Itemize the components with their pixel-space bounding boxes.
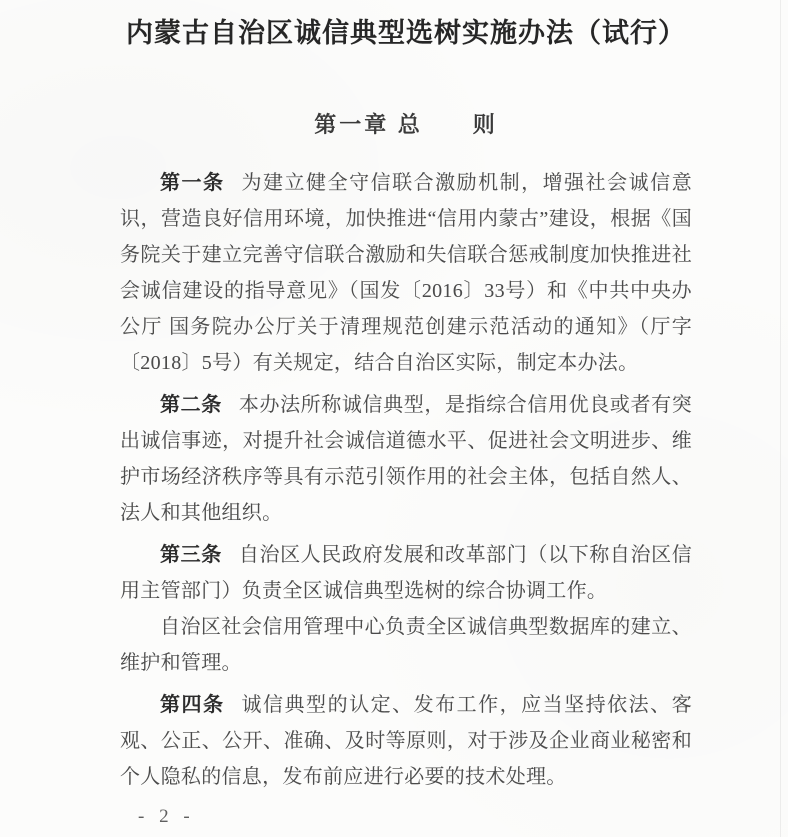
article-number-3: 第三条 <box>160 544 222 566</box>
article-number-4: 第四条 <box>160 694 225 716</box>
article-text-3: 自治区人民政府发展和改革部门（以下称自治区信用主管部门）负责全区诚信典型选树的综合协调工作。 <box>120 544 692 602</box>
article-paragraph-2 <box>120 387 692 531</box>
page-number: - 2 - <box>138 806 195 827</box>
document-body <box>120 165 692 795</box>
article-paragraph-4 <box>120 687 692 795</box>
article-paragraph-3 <box>120 537 692 609</box>
article-paragraph-3-continued <box>120 609 692 681</box>
article-number-2: 第二条 <box>160 394 222 416</box>
article-number-1: 第一条 <box>160 172 225 194</box>
article-paragraph-1 <box>120 165 692 381</box>
article-text-4: 诚信典型的认定、发布工作，应当坚持依法、客观、公正、公开、准确、及时等原则，对于涉及企业商业秘密和个人隐私的信息，发布前应进行必要的技术处理。 <box>120 694 692 788</box>
article-text-2: 本办法所称诚信典型，是指综合信用优良或者有突出诚信事迹，对提升社会诚信道德水平、促进社会文明进步、维护市场经济秩序等具有示范引领作用的社会主体，包括自然人、法人和其他组织。 <box>120 394 692 524</box>
chapter-heading: 第一章 总 则 <box>314 112 498 137</box>
article-text-1: 为建立健全守信联合激励机制，增强社会诚信意识，营造良好信用环境，加快推进“信用内蒙古”建设，根据《国务院关于建立完善守信联合激励和失信联合惩戒制度加快推进社会诚信建设的指导意见》（国发〔2016〕33号）和《中共中央办公厅 国务院办公厅关于清理规范创建示范活动的通知》（厅字〔2018〕5号）有关规定，结合自治区实际，制定本办法。 <box>120 172 693 374</box>
scan-edge-line <box>780 0 781 837</box>
article-text-3-continued: 自治区社会信用管理中心负责全区诚信典型数据库的建立、维护和管理。 <box>120 616 692 674</box>
document-title: 内蒙古自治区诚信典型选树实施办法（试行） <box>126 18 686 48</box>
